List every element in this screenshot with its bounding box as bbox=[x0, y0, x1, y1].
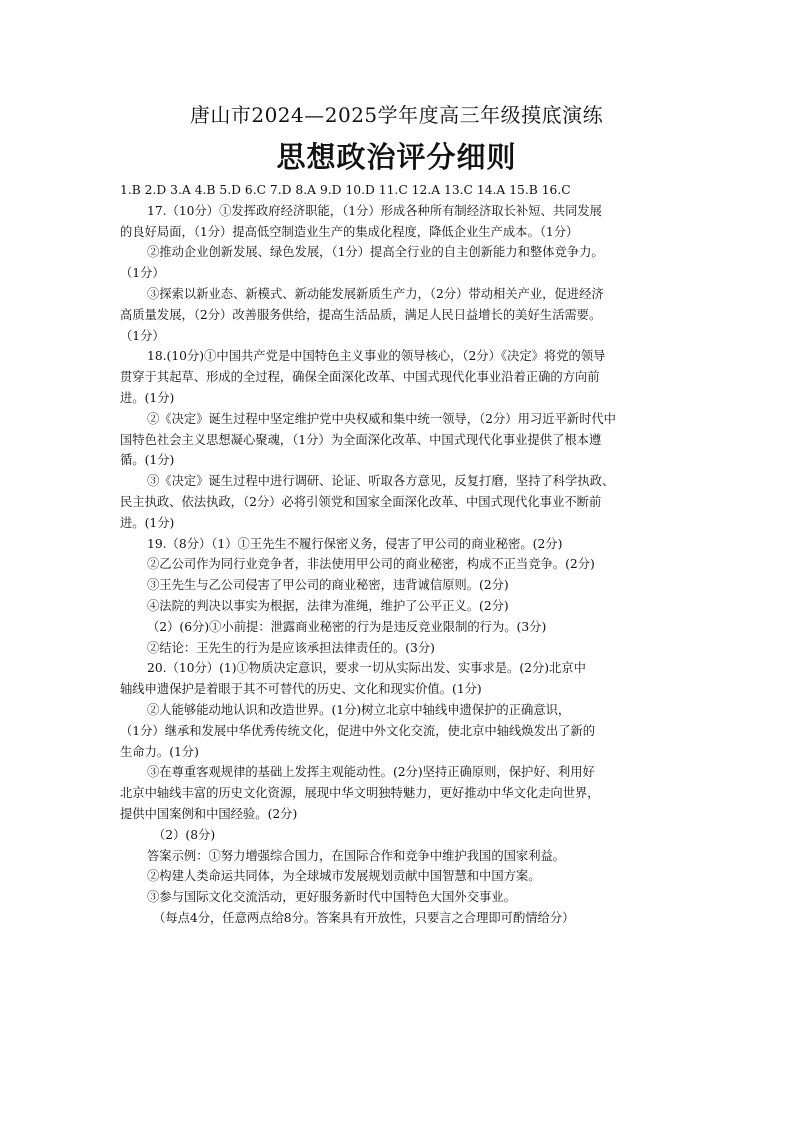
q18-line: 进。(1分) bbox=[120, 515, 175, 530]
q20-line: （1分）继承和发展中华优秀传统文化，促进中外文化交流，使北京中轴线焕发出了新的 bbox=[120, 723, 596, 738]
q20-line: 生命力。(1分) bbox=[120, 744, 199, 759]
q18-line: 民主执政、依法执政，（2分）必将引领党和国家全面深化改革、中国式现代化事业不断前 bbox=[120, 494, 602, 509]
q20-line: ③参与国际文化交流活动，更好服务新时代中国特色大国外交事业。 bbox=[147, 890, 516, 905]
q18-line: 国特色社会主义思想凝心聚魂，（1分）为全面深化改革、中国式现代化事业提供了根本遵 bbox=[120, 432, 602, 447]
q17-line: ③探索以新业态、新模式、新动能发展新质生产力，（2分）带动相关产业，促进经济 bbox=[147, 286, 604, 301]
q18-line: 进。(1分) bbox=[120, 390, 175, 405]
answer-key-choice: 1.B 2.D 3.A 4.B 5.D 6.C 7.D 8.A 9.D 10.D 11.C 12.A 13.C 14.A 15.B 16.C bbox=[120, 183, 571, 197]
scoring-note: （每点4分，任意两点给8分。答案具有开放性，只要言之合理即可酌情给分） bbox=[153, 910, 575, 925]
q19-line: ④法院的判决以事实为根据，法律为准绳，维护了公平正义。(2分) bbox=[147, 598, 509, 613]
q17-line: 的良好局面，（1分）提高低空制造业生产的集成化程度，降低企业生产成本。（1分） bbox=[120, 224, 579, 239]
q19-line: ②结论：王先生的行为是应该承担法律责任的。(3分) bbox=[147, 640, 435, 655]
document-body bbox=[120, 180, 680, 929]
q17-line: （1分） bbox=[120, 266, 165, 281]
q20-line: ②构建人类命运共同体，为全球城市发展规划贡献中国智慧和中国方案。 bbox=[147, 869, 541, 884]
document-subtitle: 思想政治评分细则 bbox=[276, 140, 517, 174]
q19-line: ③王先生与乙公司侵害了甲公司的商业秘密，违背诚信原则。(2分) bbox=[147, 578, 509, 593]
q17-line: 高质量发展，（2分）改善服务供给，提高生活品质，满足人民日益增长的美好生活需要。 bbox=[120, 307, 602, 322]
q20-line: 提供中国案例和中国经验。(2分) bbox=[120, 806, 298, 821]
q20-line: 北京中轴线丰富的历史文化资源，展现中华文明独特魅力，更好推动中华文化走向世界， bbox=[120, 786, 600, 801]
q20-line: 轴线申遗保护是着眼于其不可替代的历史、文化和现实价值。(1分) bbox=[120, 682, 482, 697]
q19-line: ②乙公司作为同行业竞争者，非法使用甲公司的商业秘密，构成不正当竞争。(2分) bbox=[147, 557, 595, 572]
q18-line: ②《决定》诞生过程中坚定维护党中央权威和集中统一领导，（2分）用习近平新时代中 bbox=[147, 411, 616, 426]
q20-line: （2）(8分) bbox=[153, 827, 216, 842]
q20-line: ③在尊重客观规律的基础上发挥主观能动性。(2分)坚持正确原则，保护好、利用好 bbox=[147, 765, 595, 780]
q19-line: 19.（8分）（1）①王先生不履行保密义务，侵害了甲公司的商业秘密。(2分) bbox=[147, 536, 563, 551]
q17-line: 17.（10分）①发挥政府经济职能，（1分）形成各种所有制经济取长补短、共同发展 bbox=[147, 203, 602, 218]
document-title: 唐山市2024—2025学年度高三年级摸底演练 bbox=[189, 103, 604, 127]
q18-line: 循。(1分) bbox=[120, 453, 175, 468]
q19-line: （2）(6分)①小前提：泄露商业秘密的行为是违反竞业限制的行为。(3分) bbox=[147, 619, 547, 634]
q17-line: （1分） bbox=[120, 328, 165, 343]
q20-line: 答案示例：①努力增强综合国力，在国际合作和竞争中维护我国的国家利益。 bbox=[147, 848, 566, 863]
q18-line: 18.(10分)①中国共产党是中国特色主义事业的领导核心，（2分）《决定》将党的领导 bbox=[147, 349, 606, 364]
q20-line: 20.（10分）(1)①物质决定意识，要求一切从实际出发、实事求是。(2分)北京中 bbox=[147, 661, 586, 676]
q18-line: ③《决定》诞生过程中进行调研、论证、听取各方意见，反复打磨，坚持了科学执政、 bbox=[147, 474, 615, 489]
q18-line: 贯穿于其起草、形成的全过程，确保全面深化改革、中国式现代化事业沿着正确的方向前 bbox=[120, 370, 600, 385]
q20-line: ②人能够能动地认识和改造世界。(1分)树立北京中轴线申遗保护的正确意识， bbox=[147, 702, 571, 717]
q17-line: ②推动企业创新发展、绿色发展，（1分）提高全行业的自主创新能力和整体竞争力。 bbox=[147, 245, 604, 260]
